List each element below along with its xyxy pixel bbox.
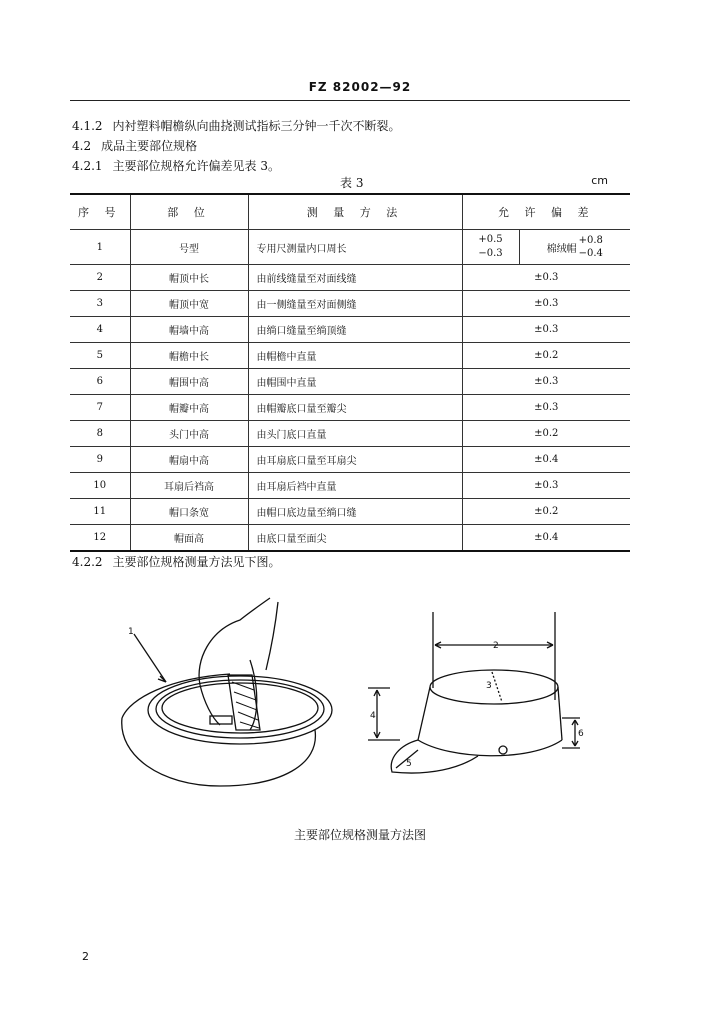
leader-line-1 <box>134 634 166 682</box>
row-method: 由耳扇后裆中直量 <box>248 473 462 499</box>
table-row <box>70 499 630 525</box>
row-no: 8 <box>70 421 130 447</box>
clause-4-2-2 <box>72 553 281 570</box>
tol-minus: −0.3 <box>478 248 503 259</box>
row-tolerance: ±0.3 <box>462 369 630 395</box>
label-4: 4 <box>370 711 376 721</box>
row-no: 3 <box>70 291 130 317</box>
label-1: 1 <box>128 627 134 637</box>
table-row <box>70 291 630 317</box>
header-method: 测 量 方 法 <box>248 194 462 230</box>
table-header-row <box>70 194 630 230</box>
row-tolerance: ±0.3 <box>462 291 630 317</box>
row-method: 由耳扇底口量至耳扇尖 <box>248 447 462 473</box>
clause-text: 主要部位规格测量方法见下图。 <box>112 555 281 569</box>
clause-number: 4.1.2 <box>72 119 103 133</box>
ruler-hatching <box>232 682 259 728</box>
table-row <box>70 473 630 499</box>
figure-caption: 主要部位规格测量方法图 <box>293 828 426 842</box>
row-no: 5 <box>70 343 130 369</box>
row-method: 由一侧缝量至对面侧缝 <box>248 291 462 317</box>
header-no: 序 号 <box>70 194 130 230</box>
clause-number: 4.2.1 <box>72 159 103 173</box>
hat-wall-left <box>418 687 430 740</box>
row-no: 6 <box>70 369 130 395</box>
tolerance-split <box>463 230 631 264</box>
alt-label: 棉绒帽 <box>546 243 577 255</box>
table-row <box>70 447 630 473</box>
row-method: 由帽檐中直量 <box>248 343 462 369</box>
table-row <box>70 265 630 291</box>
clause-4-2-1 <box>72 157 280 174</box>
row-part: 帽口条宽 <box>130 499 248 525</box>
row-tolerance: ±0.4 <box>462 447 630 473</box>
row-tolerance: ±0.2 <box>462 421 630 447</box>
hat-wall-bottom <box>418 740 562 756</box>
row-no: 12 <box>70 525 130 552</box>
hat-side-view-drawing <box>368 612 584 773</box>
label-3: 3 <box>486 681 492 691</box>
table-row <box>70 343 630 369</box>
measurement-figure <box>100 590 620 790</box>
row-method: 由头门底口直量 <box>248 421 462 447</box>
hat-wall-right <box>558 687 562 740</box>
spec-table <box>70 193 630 552</box>
table-caption-row <box>70 174 630 190</box>
row-method: 由帽口底边量至绱口缝 <box>248 499 462 525</box>
alt-minus: −0.4 <box>578 248 603 259</box>
clause-text: 成品主要部位规格 <box>101 139 198 153</box>
table-row <box>70 395 630 421</box>
row-part: 帽顶中长 <box>130 265 248 291</box>
row-method: 由前线缝量至对面线缝 <box>248 265 462 291</box>
table-row <box>70 230 630 265</box>
alt-tol <box>579 234 603 260</box>
hat-inner-measure-drawing <box>122 598 332 786</box>
hat-rim-outer <box>148 676 332 744</box>
row-part: 帽檐中长 <box>130 343 248 369</box>
tolerance-standard <box>463 230 520 264</box>
row-method: 由帽瓣底口量至瓣尖 <box>248 395 462 421</box>
hand-outline-right <box>266 602 278 670</box>
row-tolerance <box>462 230 630 265</box>
row-part: 帽面高 <box>130 525 248 552</box>
tolerance-alt <box>520 230 631 264</box>
hat-crown-top <box>430 670 558 704</box>
hat-rim-inner <box>162 683 318 733</box>
clause-4-1-2 <box>72 117 401 134</box>
row-no: 7 <box>70 395 130 421</box>
row-tolerance: ±0.3 <box>462 473 630 499</box>
table-unit: cm <box>591 174 608 187</box>
row-part: 头门中高 <box>130 421 248 447</box>
table-row <box>70 317 630 343</box>
label-2: 2 <box>493 641 499 651</box>
table-row <box>70 369 630 395</box>
header-part: 部 位 <box>130 194 248 230</box>
row-tolerance: ±0.4 <box>462 525 630 552</box>
row-tolerance: ±0.3 <box>462 265 630 291</box>
clause-text: 内衬塑料帽檐纵向曲挠测试指标三分钟一千次不断裂。 <box>112 119 401 133</box>
hat-band-top <box>122 674 230 718</box>
row-tolerance: ±0.3 <box>462 317 630 343</box>
row-method: 由绱口缝量至绱顶缝 <box>248 317 462 343</box>
row-no: 9 <box>70 447 130 473</box>
row-no: 11 <box>70 499 130 525</box>
hat-button <box>499 746 507 754</box>
row-part: 帽扇中高 <box>130 447 248 473</box>
clause-4-2 <box>72 137 197 154</box>
row-part: 帽围中高 <box>130 369 248 395</box>
row-tolerance: ±0.2 <box>462 343 630 369</box>
page-number: 2 <box>82 950 89 963</box>
hand-outline-left <box>199 598 270 685</box>
row-no: 10 <box>70 473 130 499</box>
label-5: 5 <box>406 759 412 769</box>
hat-rim-mid <box>156 680 324 738</box>
alt-plus: +0.8 <box>578 235 603 246</box>
row-method: 由帽围中直量 <box>248 369 462 395</box>
header-rule <box>70 100 630 101</box>
row-part: 耳扇后裆高 <box>130 473 248 499</box>
row-method: 由底口量至面尖 <box>248 525 462 552</box>
row-part: 帽墙中高 <box>130 317 248 343</box>
row-part: 帽瓣中高 <box>130 395 248 421</box>
hat-visor <box>391 740 478 773</box>
table-row <box>70 525 630 552</box>
clause-number: 4.2 <box>72 139 92 153</box>
row-tolerance: ±0.2 <box>462 499 630 525</box>
header-tolerance: 允 许 偏 差 <box>462 194 630 230</box>
tol-plus: +0.5 <box>478 234 503 245</box>
row-no: 4 <box>70 317 130 343</box>
row-part: 帽顶中宽 <box>130 291 248 317</box>
table-row <box>70 421 630 447</box>
table-title: 表 3 <box>340 176 364 190</box>
row-no: 2 <box>70 265 130 291</box>
clause-number: 4.2.2 <box>72 555 103 569</box>
row-part: 号型 <box>130 230 248 265</box>
document-header: FZ 82002—92 <box>308 80 412 94</box>
label-6: 6 <box>578 729 584 739</box>
row-method: 专用尺测量内口周长 <box>248 230 462 265</box>
clause-text: 主要部位规格允许偏差见表 3。 <box>112 159 280 173</box>
dim-line-3 <box>492 672 502 702</box>
row-tolerance: ±0.3 <box>462 395 630 421</box>
row-no: 1 <box>70 230 130 265</box>
